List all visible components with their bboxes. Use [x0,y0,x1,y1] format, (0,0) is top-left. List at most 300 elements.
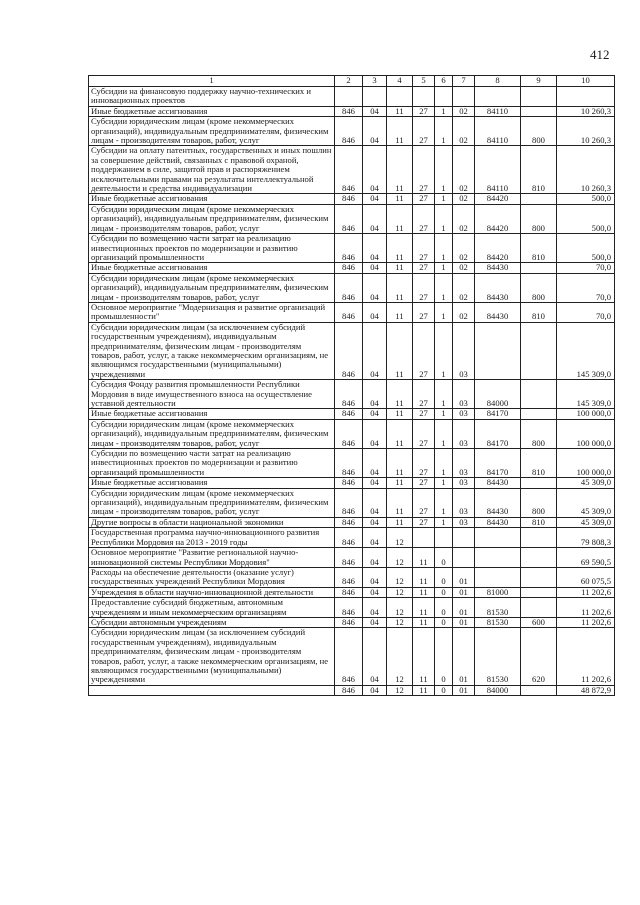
code-expense-type [521,528,557,548]
code-ministry: 846 [335,263,363,273]
row-amount: 60 075,5 [557,567,615,587]
table-row [89,194,615,204]
code-subsection: 11 [387,488,413,517]
code-program: 27 [413,194,435,204]
row-name: Иные бюджетные ассигнования [89,478,335,488]
column-header: 4 [387,76,413,87]
code-program: 27 [413,273,435,302]
code-section: 04 [363,478,387,488]
row-amount: 45 309,0 [557,478,615,488]
row-amount [557,87,615,107]
code-ministry: 846 [335,380,363,409]
code-subprogram: 1 [435,517,453,527]
code-direction: 84000 [475,685,521,695]
code-program: 27 [413,146,435,194]
code-expense-type [521,567,557,587]
table-row [89,587,615,597]
code-subprogram: 0 [435,617,453,627]
code-activity [453,528,475,548]
code-program: 11 [413,685,435,695]
code-expense-type [521,322,557,379]
code-activity: 02 [453,273,475,302]
table-row [89,548,615,568]
code-subprogram: 1 [435,449,453,478]
code-activity: 03 [453,449,475,478]
row-name: Субсидии на оплату патентных, государственных и иных пошлин за совершение действий, связанных с правовой охраной, поддержанием в силе, защитой прав и распоряжением исключительными правами на результаты интеллектуальной деятельности и средства индивидуализации [89,146,335,194]
code-program: 27 [413,234,435,263]
code-activity: 03 [453,488,475,517]
code-subsection: 11 [387,273,413,302]
code-ministry: 846 [335,685,363,695]
code-program: 27 [413,449,435,478]
row-amount: 70,0 [557,273,615,302]
code-ministry: 846 [335,146,363,194]
code-direction: 84430 [475,517,521,527]
code-subprogram: 1 [435,273,453,302]
table-row [89,322,615,379]
code-ministry: 846 [335,548,363,568]
code-activity: 03 [453,380,475,409]
code-subprogram: 0 [435,628,453,685]
row-amount: 79 808,3 [557,528,615,548]
row-name: Субсидии юридическим лицам (кроме некоммерческих организаций), индивидуальным предпринимателям, физическим лицам - производителям товаров, работ, услуг [89,419,335,448]
row-amount: 100 000,0 [557,409,615,419]
table-header-row [89,76,615,87]
row-name: Субсидии юридическим лицам (за исключением субсидий государственным учреждениям), индивидуальным предпринимателям, физическим лицам - производителям товаров, работ, услуг, а также некоммерческим организациям, не являющимся государственными (муниципальными) учреждениями [89,322,335,379]
code-section: 04 [363,419,387,448]
code-subprogram: 1 [435,146,453,194]
code-ministry: 846 [335,409,363,419]
table-row [89,87,615,107]
code-ministry: 846 [335,517,363,527]
code-activity: 02 [453,117,475,146]
code-expense-type: 810 [521,517,557,527]
code-direction: 84420 [475,234,521,263]
row-name: Субсидии юридическим лицам (кроме некоммерческих организаций), индивидуальным предпринимателям, физическим лицам - производителям товаров, работ, услуг [89,273,335,302]
code-direction: 84170 [475,409,521,419]
code-subprogram: 0 [435,598,453,618]
code-subsection: 12 [387,617,413,627]
row-name: Субсидии юридическим лицам (за исключением субсидий государственным учреждениям), индивидуальным предпринимателям, физическим лицам - производителям товаров, работ, услуг, а также некоммерческим организациям, не являющимся государственными (муниципальными) учреждениями [89,628,335,685]
row-amount: 500,0 [557,204,615,233]
column-header: 1 [89,76,335,87]
table-row [89,263,615,273]
code-subprogram: 1 [435,204,453,233]
code-section: 04 [363,517,387,527]
code-direction: 84420 [475,204,521,233]
code-expense-type: 810 [521,302,557,322]
table-body [89,87,615,696]
code-program: 27 [413,517,435,527]
row-name: Основное мероприятие "Развитие региональной научно-инновационной системы Республики Мордовия" [89,548,335,568]
row-name: Иные бюджетные ассигнования [89,106,335,116]
code-subsection: 12 [387,528,413,548]
code-section: 04 [363,234,387,263]
code-direction [475,567,521,587]
code-direction: 84110 [475,106,521,116]
code-activity: 01 [453,617,475,627]
code-ministry: 846 [335,628,363,685]
table-row [89,567,615,587]
code-expense-type: 810 [521,234,557,263]
code-subsection: 12 [387,548,413,568]
table-row [89,598,615,618]
code-activity: 02 [453,146,475,194]
code-direction: 84420 [475,194,521,204]
code-activity: 01 [453,567,475,587]
code-expense-type [521,409,557,419]
code-subsection: 11 [387,117,413,146]
code-activity: 02 [453,204,475,233]
row-amount: 11 202,6 [557,587,615,597]
code-activity: 02 [453,234,475,263]
row-name: Субсидии юридическим лицам (кроме некоммерческих организаций), индивидуальным предпринимателям, физическим лицам - производителям товаров, работ, услуг [89,488,335,517]
row-name: Субсидии юридическим лицам (кроме некоммерческих организаций), индивидуальным предпринимателям, физическим лицам - производителям товаров, работ, услуг [89,204,335,233]
code-program: 27 [413,322,435,379]
code-program: 27 [413,106,435,116]
row-amount: 48 872,9 [557,685,615,695]
table-row [89,106,615,116]
code-ministry: 846 [335,117,363,146]
row-amount: 69 590,5 [557,548,615,568]
code-section: 04 [363,685,387,695]
code-expense-type: 810 [521,449,557,478]
code-subsection: 11 [387,204,413,233]
code-subsection: 11 [387,409,413,419]
code-subsection: 11 [387,302,413,322]
code-program: 27 [413,419,435,448]
code-expense-type: 800 [521,273,557,302]
code-subsection: 12 [387,598,413,618]
code-subsection: 11 [387,380,413,409]
code-subprogram: 1 [435,380,453,409]
code-subprogram: 1 [435,117,453,146]
code-subprogram: 1 [435,263,453,273]
code-section: 04 [363,548,387,568]
code-subsection: 12 [387,685,413,695]
code-ministry: 846 [335,194,363,204]
code-ministry: 846 [335,567,363,587]
column-header: 2 [335,76,363,87]
code-ministry: 846 [335,106,363,116]
code-program: 27 [413,409,435,419]
code-section: 04 [363,322,387,379]
code-program: 11 [413,587,435,597]
code-program: 11 [413,548,435,568]
budget-table [88,75,615,696]
code-program: 27 [413,117,435,146]
code-expense-type: 800 [521,204,557,233]
table-row [89,685,615,695]
row-name: Расходы на обеспечение деятельности (оказание услуг) государственных учреждений Республики Мордовия [89,567,335,587]
code-subsection: 11 [387,263,413,273]
row-amount: 500,0 [557,234,615,263]
code-subsection: 11 [387,146,413,194]
table-row [89,488,615,517]
code-direction: 84110 [475,146,521,194]
code-section: 04 [363,409,387,419]
code-ministry: 846 [335,302,363,322]
code-activity: 01 [453,685,475,695]
code-section: 04 [363,302,387,322]
table-row [89,617,615,627]
code-ministry: 846 [335,488,363,517]
code-program: 11 [413,567,435,587]
row-name: Государственная программа научно-инновационного развития Республики Мордовия на 2013 - 2019 годы [89,528,335,548]
row-name: Субсидии на финансовую поддержку научно-технических и инновационных проектов [89,87,335,107]
code-section: 04 [363,204,387,233]
code-subsection: 11 [387,322,413,379]
row-name: Другие вопросы в области национальной экономики [89,517,335,527]
code-expense-type [521,106,557,116]
code-direction: 84430 [475,273,521,302]
code-program: 11 [413,617,435,627]
code-subsection [387,87,413,107]
code-expense-type [521,478,557,488]
code-direction: 81000 [475,587,521,597]
code-section: 04 [363,273,387,302]
page-number: 412 [590,47,610,62]
code-section: 04 [363,528,387,548]
table-row [89,409,615,419]
code-subprogram: 1 [435,322,453,379]
row-amount: 10 260,3 [557,117,615,146]
row-name: Субсидии автономным учреждениям [89,617,335,627]
column-header: 5 [413,76,435,87]
column-header: 3 [363,76,387,87]
code-program: 11 [413,628,435,685]
code-expense-type: 600 [521,617,557,627]
code-section: 04 [363,617,387,627]
code-subsection: 12 [387,587,413,597]
row-amount: 10 260,3 [557,146,615,194]
code-expense-type [521,598,557,618]
code-ministry: 846 [335,528,363,548]
code-ministry: 846 [335,598,363,618]
table-row [89,146,615,194]
code-expense-type: 800 [521,419,557,448]
code-expense-type [521,548,557,568]
row-name: Субсидии юридическим лицам (кроме некоммерческих организаций), индивидуальным предпринимателям, физическим лицам - производителям товаров, работ, услуг [89,117,335,146]
code-activity: 02 [453,263,475,273]
code-section: 04 [363,567,387,587]
row-name: Иные бюджетные ассигнования [89,194,335,204]
code-direction: 84000 [475,380,521,409]
code-section: 04 [363,194,387,204]
code-expense-type: 810 [521,146,557,194]
row-amount: 10 260,3 [557,106,615,116]
code-ministry: 846 [335,322,363,379]
code-subsection: 11 [387,194,413,204]
code-direction: 84170 [475,449,521,478]
row-amount: 45 309,0 [557,488,615,517]
code-subprogram: 1 [435,234,453,263]
row-amount: 145 309,0 [557,322,615,379]
table-row [89,273,615,302]
code-activity: 01 [453,598,475,618]
code-activity: 02 [453,106,475,116]
code-ministry: 846 [335,587,363,597]
code-activity: 02 [453,194,475,204]
code-ministry: 846 [335,419,363,448]
code-activity [453,87,475,107]
row-amount: 100 000,0 [557,449,615,478]
code-direction: 84170 [475,419,521,448]
code-activity: 01 [453,628,475,685]
code-direction: 81530 [475,617,521,627]
row-name: Иные бюджетные ассигнования [89,409,335,419]
code-ministry: 846 [335,204,363,233]
code-section: 04 [363,449,387,478]
code-ministry: 846 [335,449,363,478]
code-subprogram: 1 [435,409,453,419]
table-row [89,302,615,322]
table-row [89,517,615,527]
code-expense-type [521,380,557,409]
code-subprogram: 1 [435,419,453,448]
code-ministry: 846 [335,478,363,488]
code-program: 27 [413,302,435,322]
column-header: 7 [453,76,475,87]
code-direction: 81530 [475,598,521,618]
table-row [89,478,615,488]
row-amount: 70,0 [557,302,615,322]
column-header: 10 [557,76,615,87]
code-ministry: 846 [335,617,363,627]
code-section: 04 [363,146,387,194]
table-row [89,449,615,478]
code-program: 11 [413,598,435,618]
code-subsection: 11 [387,517,413,527]
code-subprogram: 1 [435,488,453,517]
code-ministry: 846 [335,273,363,302]
code-program: 27 [413,204,435,233]
code-direction [475,528,521,548]
code-expense-type: 800 [521,117,557,146]
code-activity: 01 [453,587,475,597]
column-header: 8 [475,76,521,87]
code-direction: 81530 [475,628,521,685]
code-direction: 84430 [475,302,521,322]
code-direction [475,548,521,568]
code-direction: 84430 [475,478,521,488]
code-expense-type [521,87,557,107]
row-name: Учреждения в области научно-инновационной деятельности [89,587,335,597]
table-row [89,234,615,263]
code-program: 27 [413,263,435,273]
code-activity: 02 [453,302,475,322]
row-amount: 100 000,0 [557,419,615,448]
code-section: 04 [363,488,387,517]
row-amount: 11 202,6 [557,617,615,627]
code-section: 04 [363,598,387,618]
table-row [89,528,615,548]
code-expense-type [521,685,557,695]
table-row [89,117,615,146]
code-expense-type: 800 [521,488,557,517]
code-subsection: 12 [387,628,413,685]
code-subprogram: 1 [435,478,453,488]
row-name: Субсидии по возмещению части затрат на реализацию инвестиционных проектов по модернизации и развитию организаций промышленности [89,449,335,478]
code-program: 27 [413,478,435,488]
row-name: Иные бюджетные ассигнования [89,263,335,273]
code-subprogram [435,528,453,548]
code-direction [475,322,521,379]
code-expense-type: 620 [521,628,557,685]
code-direction: 84430 [475,263,521,273]
code-subprogram: 0 [435,548,453,568]
row-amount: 45 309,0 [557,517,615,527]
row-amount: 70,0 [557,263,615,273]
code-section [363,87,387,107]
code-subsection: 11 [387,234,413,263]
row-name: Основное мероприятие "Модернизация и развитие организаций промышленности" [89,302,335,322]
code-subsection: 11 [387,478,413,488]
code-subsection: 12 [387,567,413,587]
code-direction: 84110 [475,117,521,146]
column-header: 6 [435,76,453,87]
code-section: 04 [363,380,387,409]
code-expense-type [521,263,557,273]
code-subprogram: 0 [435,685,453,695]
row-name: Субсидии по возмещению части затрат на реализацию инвестиционных проектов по модернизации и развитию организаций промышленности [89,234,335,263]
code-ministry [335,87,363,107]
code-program: 27 [413,380,435,409]
code-section: 04 [363,263,387,273]
table-row [89,204,615,233]
code-expense-type [521,194,557,204]
row-name: Субсидия Фонду развития промышленности Республики Мордовия в виде имущественного взноса на осуществление уставной деятельности [89,380,335,409]
code-section: 04 [363,106,387,116]
code-activity: 03 [453,517,475,527]
code-subprogram: 1 [435,194,453,204]
code-subsection: 11 [387,106,413,116]
code-direction [475,87,521,107]
table-row [89,380,615,409]
code-direction: 84430 [475,488,521,517]
code-program [413,87,435,107]
row-name: Предоставление субсидий бюджетным, автономным учреждениям и иным некоммерческим организациям [89,598,335,618]
code-section: 04 [363,117,387,146]
row-amount: 11 202,6 [557,598,615,618]
row-amount: 500,0 [557,194,615,204]
row-name [89,685,335,695]
row-amount: 145 309,0 [557,380,615,409]
table-row [89,419,615,448]
code-activity: 03 [453,419,475,448]
code-activity: 03 [453,478,475,488]
code-subprogram: 1 [435,106,453,116]
code-subprogram [435,87,453,107]
code-section: 04 [363,628,387,685]
column-header: 9 [521,76,557,87]
table-row [89,628,615,685]
code-subprogram: 1 [435,302,453,322]
code-ministry: 846 [335,234,363,263]
code-program: 27 [413,488,435,517]
code-subsection: 11 [387,419,413,448]
code-activity: 03 [453,409,475,419]
code-subprogram: 0 [435,587,453,597]
code-activity: 03 [453,322,475,379]
code-program [413,528,435,548]
code-subprogram: 0 [435,567,453,587]
code-subsection: 11 [387,449,413,478]
code-activity [453,548,475,568]
code-section: 04 [363,587,387,597]
code-expense-type [521,587,557,597]
row-amount: 11 202,6 [557,628,615,685]
